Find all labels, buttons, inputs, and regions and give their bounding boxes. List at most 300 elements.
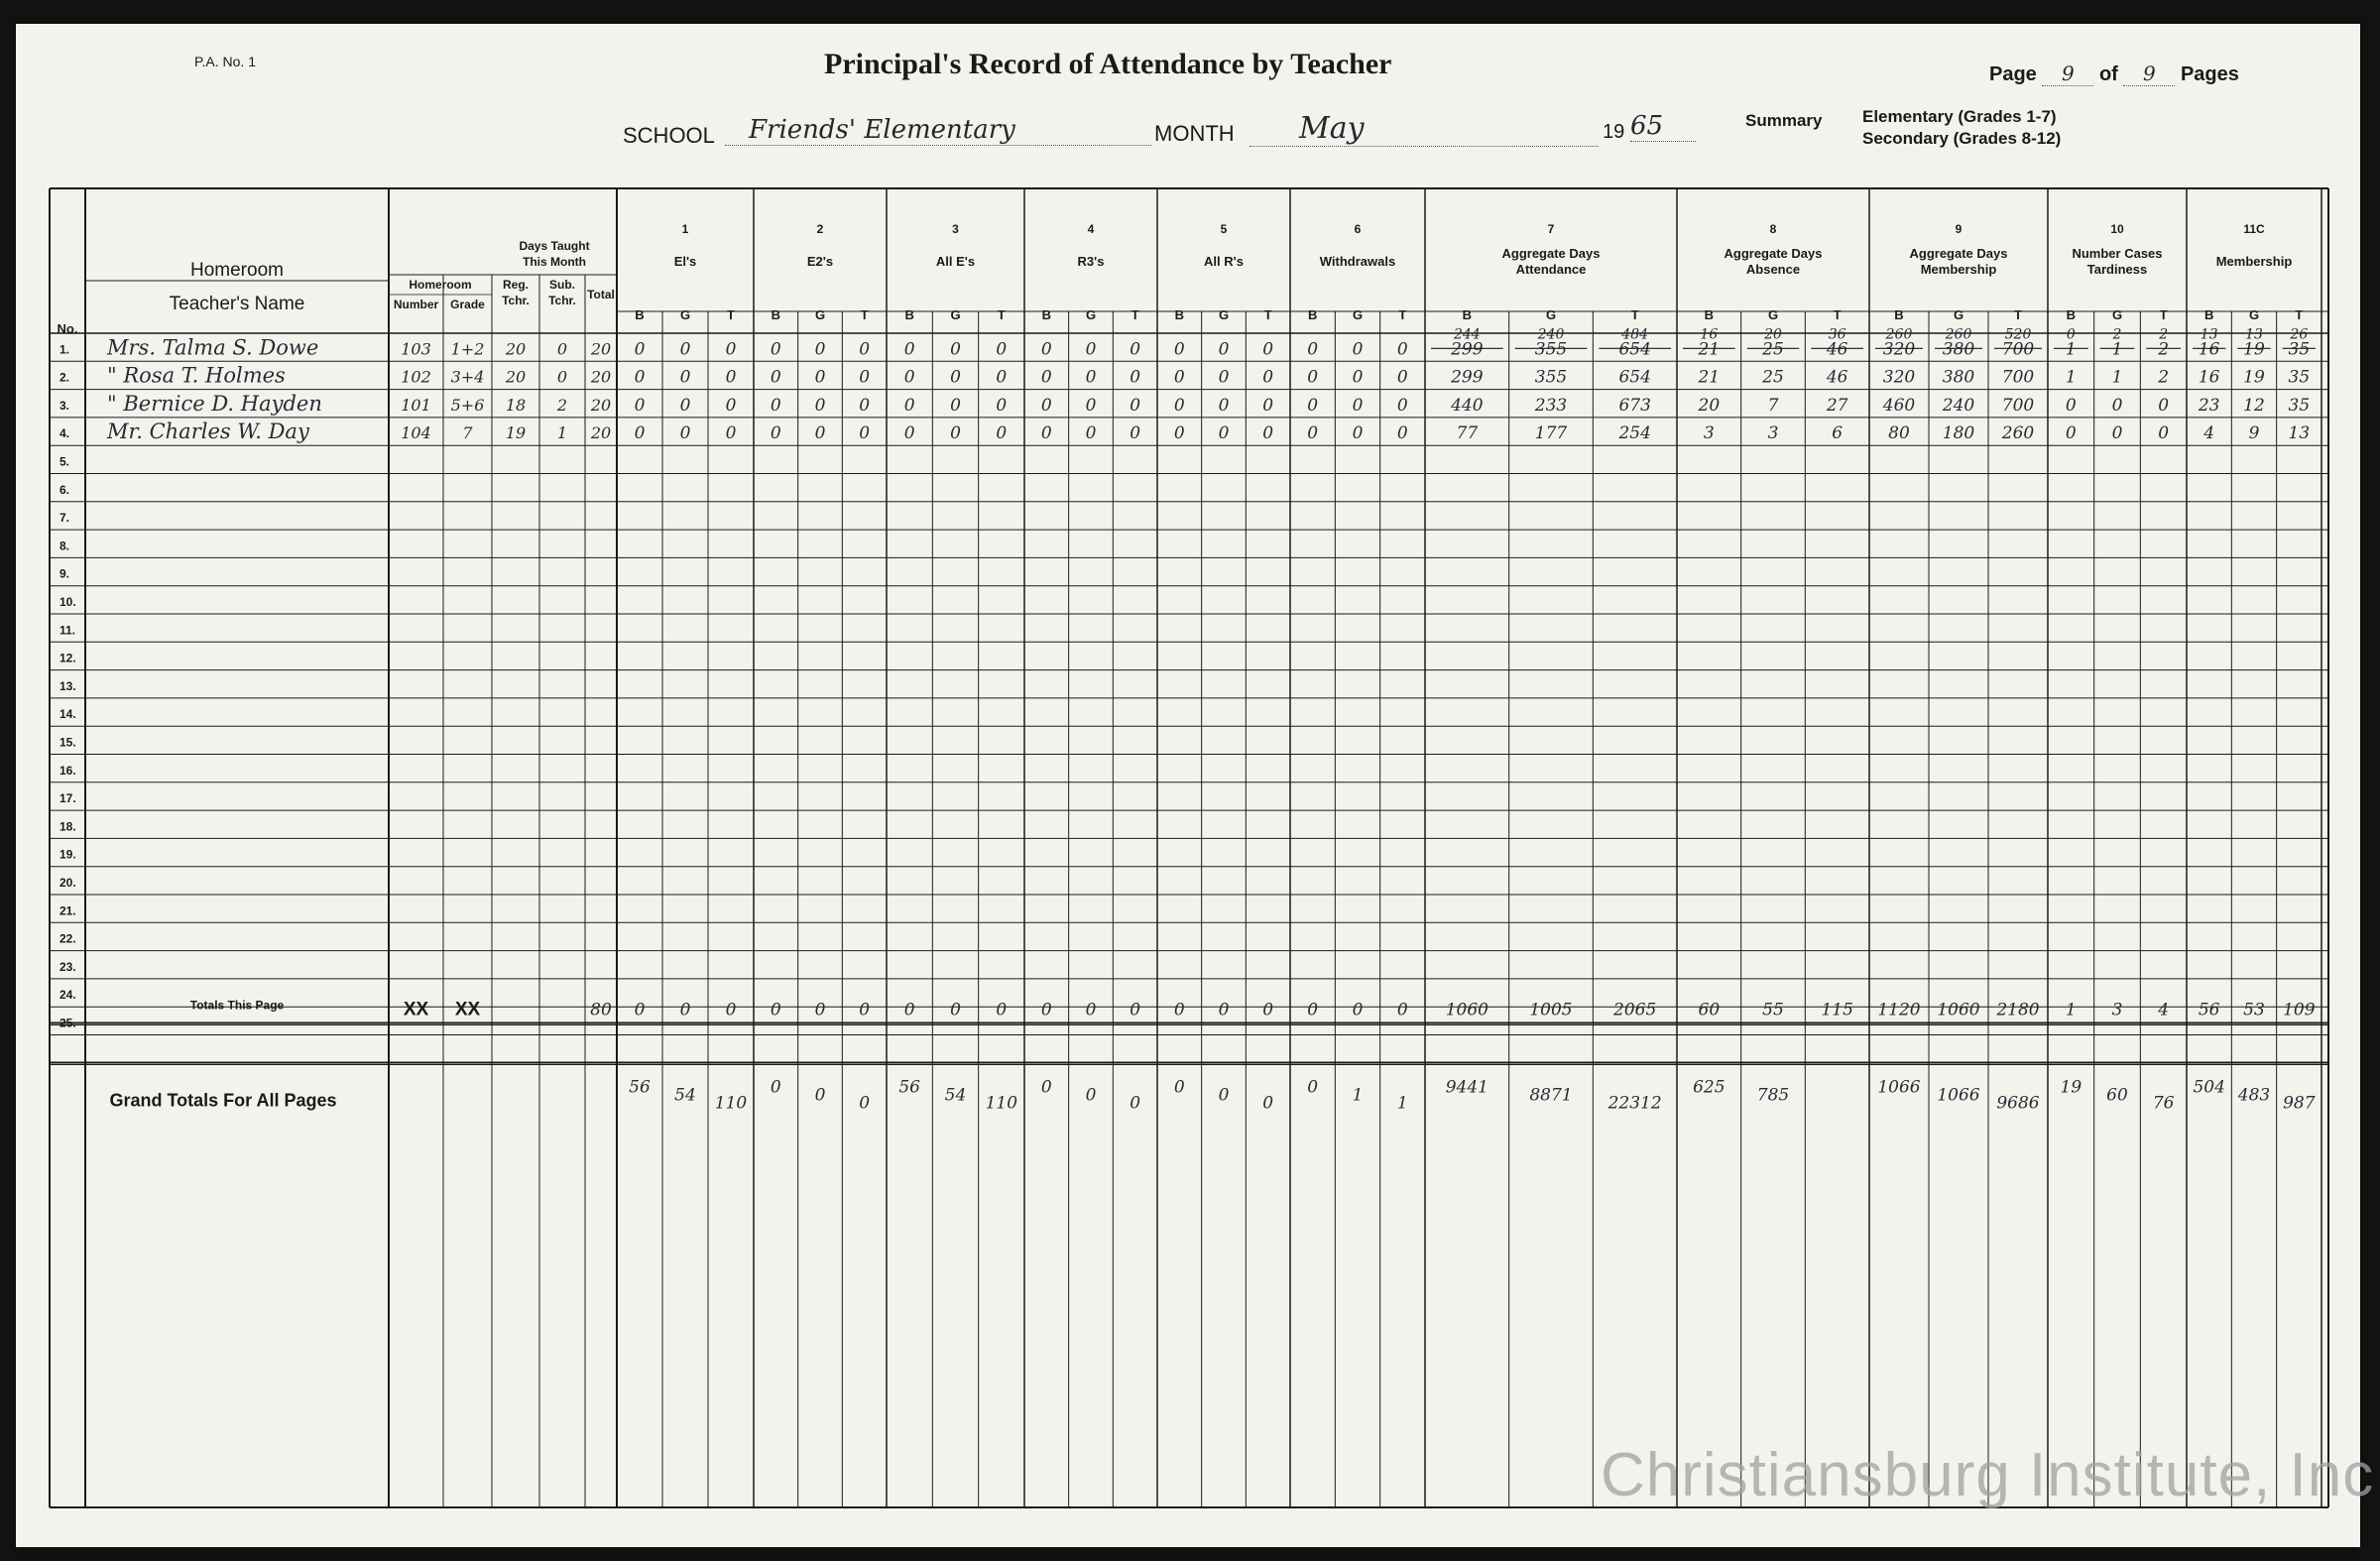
- grand-totals-cell: 1066: [1877, 1077, 1921, 1098]
- group-number: 7: [1547, 222, 1555, 236]
- data-cell: 0: [1262, 423, 1274, 444]
- bgt-header: B: [2066, 307, 2077, 322]
- data-cell: 0: [1130, 367, 1141, 388]
- row-number: 4.: [60, 426, 70, 441]
- data-cell: 16: [2198, 367, 2220, 388]
- row-number: 11.: [60, 623, 76, 638]
- grand-totals-cell: 0: [1040, 1077, 1052, 1098]
- totals-cell: 0: [859, 1000, 871, 1021]
- totals-cell: 0: [1173, 1000, 1185, 1021]
- totals-cell: 1005: [1529, 1000, 1573, 1021]
- data-cell: 1: [2111, 367, 2123, 388]
- data-cell: 0: [770, 395, 781, 416]
- superseded-cell: 2: [2159, 326, 2169, 343]
- data-cell: 46: [1826, 339, 1848, 360]
- reg-teacher-days: 20: [505, 339, 527, 359]
- data-cell: 0: [903, 423, 915, 444]
- group-label: Aggregate Days: [1501, 246, 1601, 261]
- grand-totals-cell: 504: [2193, 1077, 2225, 1098]
- school-name: Friends' Elementary: [725, 115, 1151, 146]
- totals-days: 80: [590, 1000, 612, 1021]
- row-number: 17.: [60, 791, 76, 806]
- grand-totals-cell: 1: [1396, 1093, 1408, 1114]
- row-number: 16.: [60, 763, 76, 778]
- superseded-cell: 240: [1537, 326, 1565, 343]
- data-cell: 0: [1173, 395, 1185, 416]
- bgt-header: T: [1263, 307, 1272, 322]
- bgt-header: T: [860, 307, 869, 322]
- totals-cell: 0: [996, 1000, 1008, 1021]
- page-label: Page: [1989, 63, 2037, 85]
- data-cell: 0: [1040, 339, 1052, 360]
- data-cell: 13: [2288, 423, 2311, 444]
- data-cell: 440: [1451, 395, 1484, 416]
- totals-cell: 2065: [1613, 1000, 1657, 1021]
- superseded-cell: 13: [2200, 326, 2218, 343]
- grand-totals-cell: 0: [1262, 1093, 1274, 1114]
- data-cell: 654: [1618, 339, 1651, 360]
- row-number: 6.: [60, 482, 70, 497]
- totals-cell: 0: [770, 1000, 781, 1021]
- data-cell: 700: [2001, 339, 2035, 360]
- data-cell: 12: [2243, 395, 2265, 416]
- data-cell: 0: [1040, 395, 1052, 416]
- grand-totals-cell: 110: [985, 1093, 1018, 1114]
- superseded-cell: 13: [2245, 326, 2263, 343]
- bgt-header: T: [997, 307, 1006, 322]
- column-header-days-sub: Reg.: [502, 278, 530, 292]
- totals-cell: 0: [1396, 1000, 1408, 1021]
- grand-totals-cell: 0: [814, 1085, 826, 1106]
- data-cell: 1: [2065, 367, 2077, 388]
- bgt-header: G: [1085, 307, 1097, 322]
- totals-cell: 0: [1352, 1000, 1364, 1021]
- totals-cell: 109: [2283, 1000, 2316, 1021]
- group-label: All E's: [935, 254, 976, 269]
- group-label: All R's: [1204, 254, 1244, 269]
- grand-totals-cell: 0: [859, 1093, 871, 1114]
- data-cell: 0: [1307, 395, 1319, 416]
- teacher-name: Mr. Charles W. Day: [107, 420, 309, 444]
- data-cell: 0: [859, 367, 871, 388]
- data-cell: 0: [814, 395, 826, 416]
- data-cell: 0: [996, 367, 1008, 388]
- total-days: 20: [590, 367, 612, 387]
- data-cell: 0: [1040, 423, 1052, 444]
- totals-cell: 0: [950, 1000, 961, 1021]
- totals-cell: 1060: [1445, 1000, 1488, 1021]
- summary-label: Summary: [1745, 111, 1823, 130]
- data-cell: 20: [1698, 395, 1721, 416]
- bgt-header: B: [1894, 307, 1904, 322]
- data-cell: 7: [1767, 395, 1779, 416]
- data-cell: 0: [1262, 367, 1274, 388]
- totals-cell: 0: [679, 1000, 691, 1021]
- data-cell: 0: [1262, 395, 1274, 416]
- data-cell: 0: [1218, 339, 1230, 360]
- grand-totals-cell: 483: [2237, 1085, 2271, 1106]
- data-cell: 299: [1451, 367, 1484, 388]
- summary-elementary: Elementary (Grades 1-7): [1862, 107, 2057, 126]
- grand-totals-cell: 1: [1352, 1085, 1364, 1106]
- teacher-name: Mrs. Talma S. Dowe: [107, 335, 319, 360]
- data-cell: 25: [1762, 367, 1784, 388]
- bgt-header: T: [1833, 307, 1842, 322]
- data-cell: 0: [950, 367, 961, 388]
- homeroom-grade: 3+4: [450, 367, 485, 387]
- row-number: 1.: [60, 342, 70, 357]
- group-number: 6: [1354, 222, 1362, 236]
- total-days: 20: [590, 339, 612, 359]
- bgt-header: G: [1352, 307, 1364, 322]
- data-cell: 0: [2158, 395, 2170, 416]
- sub-teacher-days: 1: [556, 423, 568, 443]
- totals-cell: 4: [2158, 1000, 2170, 1021]
- data-cell: 380: [1942, 367, 1975, 388]
- totals-cell: 2180: [1996, 1000, 2040, 1021]
- data-cell: 0: [1352, 395, 1364, 416]
- totals-cell: 1120: [1877, 1000, 1921, 1021]
- homeroom-grade: 5+6: [450, 395, 485, 415]
- group-label: Tardiness: [2086, 262, 2148, 277]
- data-cell: 0: [634, 423, 646, 444]
- totals-cell: 55: [1762, 1000, 1784, 1021]
- data-cell: 0: [1307, 423, 1319, 444]
- data-cell: 299: [1451, 339, 1484, 360]
- row-number: 19.: [60, 847, 76, 862]
- of-label: of: [2098, 63, 2118, 85]
- column-header-grade: Grade: [450, 298, 485, 311]
- data-cell: 700: [2001, 367, 2035, 388]
- bgt-header: G: [2248, 307, 2260, 322]
- data-cell: 0: [1173, 339, 1185, 360]
- row-number: 3.: [60, 398, 70, 413]
- data-cell: 0: [1262, 339, 1274, 360]
- data-cell: 0: [1130, 395, 1141, 416]
- data-cell: 0: [679, 339, 691, 360]
- data-cell: 0: [2111, 395, 2123, 416]
- superseded-cell: 244: [1453, 326, 1481, 343]
- data-cell: 1: [2065, 339, 2077, 360]
- grand-totals-cell: 60: [2106, 1085, 2128, 1106]
- bgt-header: T: [2014, 307, 2022, 322]
- row-number: 18.: [60, 819, 76, 834]
- data-cell: 240: [1942, 395, 1975, 416]
- group-label: Aggregate Days: [1724, 246, 1823, 261]
- data-cell: 4: [2203, 423, 2215, 444]
- reg-teacher-days: 19: [505, 423, 527, 443]
- grand-totals-cell: 0: [1173, 1077, 1185, 1098]
- column-header-days-sub: Total: [587, 288, 615, 301]
- data-cell: 0: [859, 339, 871, 360]
- group-label: Attendance: [1515, 262, 1587, 277]
- data-cell: 0: [996, 339, 1008, 360]
- reg-teacher-days: 20: [505, 367, 527, 387]
- group-number: 8: [1769, 222, 1777, 236]
- totals-number: XX: [403, 999, 429, 1021]
- data-cell: 355: [1534, 339, 1568, 360]
- bgt-header: G: [1767, 307, 1779, 322]
- totals-cell: 1: [2065, 1000, 2077, 1021]
- form-number: P.A. No. 1: [194, 54, 257, 69]
- data-cell: 35: [2288, 339, 2311, 360]
- grand-totals-cell: 0: [770, 1077, 781, 1098]
- row-number: 15.: [60, 735, 76, 750]
- row-number: 8.: [60, 539, 70, 553]
- data-cell: 460: [1882, 395, 1916, 416]
- data-cell: 0: [1085, 423, 1097, 444]
- data-cell: 0: [1085, 367, 1097, 388]
- row-number: 22.: [60, 931, 76, 946]
- column-header-no: No.: [57, 321, 78, 336]
- row-number: 7.: [60, 511, 70, 526]
- totals-this-page-label: Totals This Page: [189, 998, 285, 1013]
- bgt-header: G: [2111, 307, 2123, 322]
- data-cell: 0: [1352, 339, 1364, 360]
- row-number: 24.: [60, 988, 76, 1003]
- row-number: 21.: [60, 903, 76, 918]
- group-number: 10: [2110, 222, 2124, 236]
- grand-totals-cell: 625: [1693, 1077, 1726, 1098]
- bgt-header: G: [1953, 307, 1964, 322]
- data-cell: 27: [1826, 395, 1848, 416]
- homeroom-grade: 7: [462, 423, 473, 443]
- data-cell: 0: [950, 339, 961, 360]
- homeroom-number: 101: [401, 395, 431, 415]
- totals-cell: 0: [903, 1000, 915, 1021]
- data-cell: 0: [725, 367, 737, 388]
- data-cell: 19: [2243, 367, 2265, 388]
- data-cell: 9: [2248, 423, 2260, 444]
- column-header-homeroom-group: Homeroom: [409, 278, 472, 292]
- column-header-days-sub: Tchr.: [502, 294, 530, 307]
- group-label: E2's: [806, 254, 834, 269]
- data-cell: 0: [1396, 367, 1408, 388]
- summary-secondary: Secondary (Grades 8-12): [1862, 129, 2062, 148]
- data-cell: 0: [903, 367, 915, 388]
- group-number: 2: [816, 222, 824, 236]
- bgt-header: B: [904, 307, 914, 322]
- data-cell: 0: [1396, 395, 1408, 416]
- data-cell: 0: [1218, 367, 1230, 388]
- data-cell: 35: [2288, 367, 2311, 388]
- row-number: 20.: [60, 876, 76, 890]
- data-cell: 0: [1218, 423, 1230, 444]
- column-header-teacher-name: Teacher's Name: [169, 294, 305, 314]
- grand-totals-cell: 0: [1307, 1077, 1319, 1098]
- group-label: Number Cases: [2072, 246, 2163, 261]
- data-cell: 0: [814, 423, 826, 444]
- row-number: 5.: [60, 454, 70, 469]
- totals-cell: 0: [725, 1000, 737, 1021]
- totals-cell: 0: [1130, 1000, 1141, 1021]
- data-cell: 654: [1618, 367, 1651, 388]
- totals-cell: 60: [1698, 1000, 1721, 1021]
- data-cell: 0: [770, 367, 781, 388]
- grand-totals-cell: 987: [2283, 1093, 2316, 1114]
- grand-totals-cell: 0: [1218, 1085, 1230, 1106]
- data-cell: 0: [679, 367, 691, 388]
- totals-cell: 1060: [1937, 1000, 1980, 1021]
- data-cell: 0: [996, 423, 1008, 444]
- data-cell: 0: [903, 339, 915, 360]
- data-cell: 260: [2001, 423, 2035, 444]
- watermark: Christiansburg Institute, Inc: [1601, 1441, 2375, 1509]
- data-cell: 0: [950, 423, 961, 444]
- grand-totals-cell: 56: [629, 1077, 651, 1098]
- data-cell: 180: [1942, 423, 1975, 444]
- data-cell: 0: [1040, 367, 1052, 388]
- superseded-cell: 0: [2066, 326, 2076, 343]
- data-cell: 3: [1703, 423, 1715, 444]
- totals-cell: 0: [634, 1000, 646, 1021]
- data-cell: 0: [903, 395, 915, 416]
- homeroom-grade: 1+2: [450, 339, 485, 359]
- total-days: 20: [590, 423, 612, 443]
- data-cell: 0: [859, 423, 871, 444]
- data-cell: 2: [2158, 339, 2170, 360]
- group-label: El's: [673, 254, 697, 269]
- data-cell: 6: [1832, 423, 1844, 444]
- grand-totals-cell: 9686: [1996, 1093, 2040, 1114]
- data-cell: 0: [814, 339, 826, 360]
- bgt-header: T: [727, 307, 735, 322]
- data-cell: 0: [1218, 395, 1230, 416]
- bgt-header: G: [1545, 307, 1557, 322]
- teacher-name: " Rosa T. Holmes: [107, 363, 286, 388]
- row-number: 23.: [60, 959, 76, 974]
- data-cell: 0: [725, 395, 737, 416]
- column-header-number: Number: [393, 298, 439, 311]
- bgt-header: T: [2295, 307, 2304, 322]
- data-cell: 3: [1767, 423, 1779, 444]
- grand-totals-cell: 54: [944, 1085, 967, 1106]
- data-cell: 2: [2158, 367, 2170, 388]
- data-cell: 254: [1618, 423, 1651, 444]
- year-prefix: 19: [1603, 121, 1625, 143]
- row-number: 10.: [60, 595, 76, 609]
- teacher-name: " Bernice D. Hayden: [107, 391, 322, 416]
- row-number: 12.: [60, 651, 76, 665]
- grand-totals-cell: 56: [898, 1077, 920, 1098]
- row-number: 13.: [60, 678, 76, 693]
- bgt-header: T: [1630, 307, 1639, 322]
- data-cell: 320: [1882, 339, 1916, 360]
- data-cell: 0: [770, 339, 781, 360]
- data-cell: 0: [770, 423, 781, 444]
- attendance-table: [16, 24, 2360, 1547]
- homeroom-number: 103: [401, 339, 431, 359]
- group-label: Absence: [1745, 262, 1801, 277]
- bgt-header: G: [950, 307, 961, 322]
- row-number: 2.: [60, 370, 70, 385]
- total-days: 20: [590, 395, 612, 415]
- bgt-header: B: [1041, 307, 1052, 322]
- data-cell: 0: [1352, 367, 1364, 388]
- data-cell: 0: [1307, 367, 1319, 388]
- reg-teacher-days: 18: [505, 395, 527, 415]
- bgt-header: B: [1307, 307, 1318, 322]
- data-cell: 16: [2198, 339, 2220, 360]
- superseded-cell: 2: [2112, 326, 2122, 343]
- group-label: Aggregate Days: [1909, 246, 2008, 261]
- grand-totals-cell: 1066: [1937, 1085, 1980, 1106]
- data-cell: 0: [2065, 395, 2077, 416]
- data-cell: 0: [996, 395, 1008, 416]
- data-cell: 673: [1618, 395, 1651, 416]
- sub-teacher-days: 0: [556, 339, 568, 359]
- totals-cell: 53: [2243, 1000, 2265, 1021]
- grand-totals-cell: 19: [2060, 1077, 2082, 1098]
- superseded-cell: 260: [1885, 326, 1913, 343]
- data-cell: 21: [1698, 367, 1721, 388]
- group-number: 1: [681, 222, 689, 236]
- grand-totals-cell: 22312: [1607, 1093, 1662, 1114]
- totals-cell: 56: [2198, 1000, 2220, 1021]
- record-sheet: [16, 24, 2375, 1547]
- group-number: 4: [1087, 222, 1095, 236]
- data-cell: 0: [1396, 339, 1408, 360]
- data-cell: 320: [1882, 367, 1916, 388]
- sub-teacher-days: 0: [556, 367, 568, 387]
- data-cell: 380: [1942, 339, 1975, 360]
- superseded-cell: 520: [2004, 326, 2032, 343]
- month-label: MONTH: [1154, 121, 1235, 146]
- grand-totals-cell: 76: [2152, 1093, 2175, 1114]
- totals-cell: 0: [1040, 1000, 1052, 1021]
- column-header-days-taught: Days Taught: [519, 239, 590, 253]
- bgt-header: T: [2159, 307, 2168, 322]
- bgt-header: G: [1218, 307, 1230, 322]
- grand-totals-cell: 785: [1756, 1085, 1790, 1106]
- group-number: 11C: [2243, 222, 2265, 236]
- totals-cell: 0: [1262, 1000, 1274, 1021]
- grand-totals-cell: 110: [714, 1093, 748, 1114]
- data-cell: 0: [1307, 339, 1319, 360]
- bgt-header: B: [1462, 307, 1473, 322]
- group-label: Withdrawals: [1319, 254, 1396, 269]
- row-number: 9.: [60, 566, 70, 581]
- sub-teacher-days: 2: [556, 395, 568, 415]
- group-label: Membership: [2215, 254, 2293, 269]
- group-number: 5: [1220, 222, 1228, 236]
- data-cell: 355: [1534, 367, 1568, 388]
- form-title: Principal's Record of Attendance by Teacher: [824, 48, 1392, 80]
- bgt-header: G: [814, 307, 826, 322]
- data-cell: 0: [1130, 423, 1141, 444]
- group-label: R3's: [1077, 254, 1105, 269]
- totals-cell: 0: [1085, 1000, 1097, 1021]
- bgt-header: T: [1398, 307, 1407, 322]
- homeroom-number: 102: [401, 367, 431, 387]
- data-cell: 0: [2158, 423, 2170, 444]
- data-cell: 35: [2288, 395, 2311, 416]
- month-value: May: [1250, 111, 1599, 147]
- data-cell: 0: [859, 395, 871, 416]
- data-cell: 0: [725, 339, 737, 360]
- homeroom-number: 104: [401, 423, 431, 443]
- column-header-days-sub: Tchr.: [548, 294, 576, 307]
- column-header-this-month: This Month: [523, 255, 586, 269]
- grand-totals-cell: 8871: [1529, 1085, 1573, 1106]
- bgt-header: G: [679, 307, 691, 322]
- grand-totals-cell: 54: [674, 1085, 696, 1106]
- data-cell: 0: [679, 423, 691, 444]
- data-cell: 0: [634, 339, 646, 360]
- data-cell: 233: [1534, 395, 1568, 416]
- data-cell: 0: [634, 367, 646, 388]
- year-value: 65: [1630, 111, 1696, 142]
